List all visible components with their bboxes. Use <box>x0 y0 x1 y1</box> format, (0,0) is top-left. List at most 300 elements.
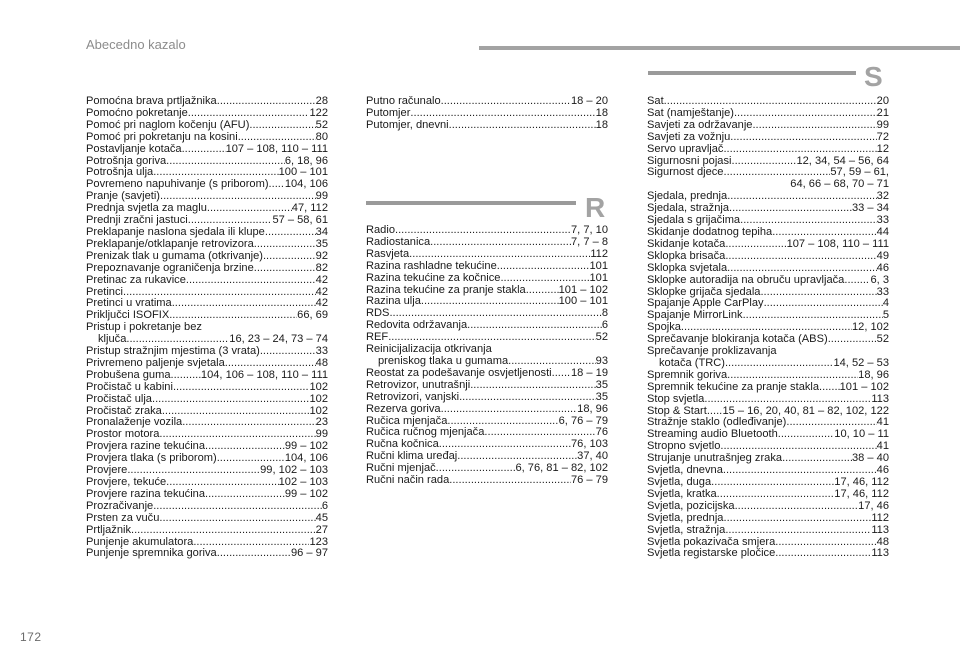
section-letter-r: R <box>585 192 606 223</box>
entry-pages: 42 <box>315 274 328 286</box>
entry-pages: 100 – 101 <box>278 167 328 179</box>
leader-dots <box>782 453 852 465</box>
index-entry <box>647 382 889 394</box>
leader-dots <box>395 225 571 237</box>
entry-pages: 12, 34, 54 – 56, 64 <box>796 155 889 167</box>
leader-dots <box>725 239 786 251</box>
entry-pages: 48 <box>876 536 889 548</box>
leader-dots <box>500 273 589 285</box>
index-entry <box>86 346 328 358</box>
index-entry <box>647 537 889 549</box>
index-entry <box>86 120 328 132</box>
entry-term: Prsten za vuču <box>86 512 160 524</box>
leader-dots <box>844 275 870 287</box>
entry-term: Savjeti za vožnju <box>647 131 731 143</box>
leader-dots <box>459 392 596 404</box>
entry-term: Pretinac za rukavice <box>86 274 186 286</box>
leader-dots <box>725 525 871 537</box>
index-entry-heading: Sprečavanje proklizavanja <box>647 345 777 358</box>
entry-pages: 57 – 58, 61 <box>272 215 328 227</box>
leader-dots <box>552 368 571 380</box>
leader-dots <box>207 203 292 215</box>
entry-term: Punjenje akumulatora <box>86 536 194 548</box>
index-entry <box>366 463 608 475</box>
leader-dots <box>153 501 322 513</box>
leader-dots <box>254 239 316 251</box>
entry-pages: 52 <box>315 119 328 131</box>
index-entry <box>86 548 328 560</box>
leader-dots <box>436 463 516 475</box>
entry-term: Pomoćno pokretanje <box>86 107 188 119</box>
entry-term: Pristup stražnjim mjestima (3 vrata) <box>86 346 260 358</box>
index-entry <box>86 275 328 287</box>
index-entry <box>647 275 889 287</box>
index-entry <box>647 453 889 465</box>
entry-term: Servo upravljač <box>647 143 724 155</box>
leader-dots <box>166 477 278 489</box>
entry-pages: 104, 106 – 108, 110 – 111 <box>200 369 328 381</box>
entry-pages: 107 – 108, 110 – 111 <box>786 238 889 250</box>
entry-pages: 16, 23 – 24, 73 – 74 <box>229 334 328 346</box>
entry-pages: 35 <box>315 238 328 250</box>
entry-pages: 34 <box>315 226 328 238</box>
index-entry <box>366 249 608 261</box>
leader-dots <box>217 453 285 465</box>
entry-pages: 17, 46 <box>858 500 889 512</box>
entry-pages: 6, 76, 81 – 82, 102 <box>515 463 608 475</box>
entry-term: Strujanje unutrašnjeg zraka <box>647 453 783 465</box>
entry-pages: 7, 7 – 8 <box>570 236 608 248</box>
leader-dots <box>153 167 278 179</box>
entry-pages: 33 – 34 <box>851 203 889 215</box>
entry-pages: 93 <box>595 355 608 367</box>
index-entry <box>366 308 608 320</box>
index-entry <box>86 251 328 263</box>
index-entry <box>366 356 608 368</box>
leader-dots <box>760 287 876 299</box>
entry-term: Stropno svjetlo <box>647 441 721 453</box>
leader-dots <box>752 120 876 132</box>
entry-term: Pretinci <box>86 286 123 298</box>
index-entry <box>647 215 889 227</box>
entry-pages: 48 <box>315 357 328 369</box>
index-entry <box>647 120 889 132</box>
entry-term: Sat (namještanje) <box>647 107 734 119</box>
leader-dots <box>743 310 883 322</box>
index-entry <box>647 322 889 334</box>
leader-dots <box>725 358 834 370</box>
leader-dots <box>182 144 226 156</box>
entry-pages: 35 <box>595 379 608 391</box>
entry-pages: 102 <box>309 393 328 405</box>
leader-dots <box>173 382 310 394</box>
entry-pages: 42 <box>315 298 328 310</box>
entry-term: Pranje (savjeti) <box>86 191 160 203</box>
leader-dots <box>778 429 835 441</box>
entry-term: Provjere, tekuće <box>86 477 167 488</box>
entry-pages: 33 <box>876 215 889 227</box>
entry-pages: 99 <box>876 119 889 131</box>
leader-dots <box>269 179 285 191</box>
entry-term: Putomjer <box>366 107 411 119</box>
index-entry <box>86 132 328 144</box>
entry-term: Spojka <box>647 322 681 334</box>
entry-pages: 32 <box>876 191 889 203</box>
entry-term: Razina tekućine za kočnice <box>366 272 501 284</box>
entry-pages: 12, 102 <box>851 322 889 334</box>
entry-term: Probušena guma <box>86 369 171 381</box>
entry-pages: 18, 96 <box>577 403 608 415</box>
entry-term: Streaming audio Bluetooth <box>647 429 778 441</box>
index-entry <box>647 132 889 144</box>
index-entry-heading: Reinicijalizacija otkrivanja <box>366 343 492 356</box>
index-entry <box>647 394 889 406</box>
index-entry <box>647 441 889 453</box>
entry-term: Pročistač u kabini <box>86 381 173 393</box>
leader-dots <box>717 489 835 501</box>
section-title: Abecedno kazalo <box>86 37 186 52</box>
entry-term: Stop svjetla <box>647 393 705 405</box>
entry-pages: 96 – 97 <box>290 548 328 560</box>
index-entry <box>86 453 328 465</box>
entry-term: Svjetla, duga <box>647 477 712 488</box>
leader-dots <box>828 334 877 346</box>
entry-pages: 5 <box>882 310 889 322</box>
index-entry <box>86 537 328 549</box>
entry-pages: 18 – 20 <box>570 96 608 107</box>
entry-term: Sjedala, stražnja <box>647 203 730 215</box>
entry-term: Spremnik tekućine za pranje stakla <box>647 381 820 393</box>
index-entry <box>86 144 328 156</box>
leader-dots <box>732 156 797 168</box>
leader-dots <box>225 358 316 370</box>
leader-dots <box>727 263 876 275</box>
entry-pages: 6, 18, 96 <box>284 155 328 167</box>
entry-term: Prenizak tlak u gumama (otkrivanje) <box>86 250 263 262</box>
entry-pages: 35 <box>595 391 608 403</box>
entry-pages: 4 <box>882 298 889 310</box>
leader-dots <box>217 96 316 108</box>
index-entry <box>86 108 328 120</box>
entry-pages: 52 <box>595 332 608 344</box>
index-column-p <box>86 96 328 560</box>
entry-pages: 99, 102 – 103 <box>260 465 328 477</box>
entry-term: Potrošnja ulja <box>86 167 154 179</box>
leader-dots <box>740 215 877 227</box>
index-entry <box>366 380 608 392</box>
entry-pages: 18 <box>595 107 608 119</box>
index-entry <box>647 108 889 120</box>
index-entry <box>366 225 608 237</box>
entry-term: Prednji zračni jastuci <box>86 215 188 227</box>
entry-term: Priključci ISOFIX <box>86 310 170 322</box>
entry-term: Sprečavanje blokiranja kotača (ABS) <box>647 334 828 346</box>
entry-pages: 101 – 102 <box>558 284 608 296</box>
leader-dots <box>172 298 316 310</box>
index-entry <box>647 239 889 251</box>
leader-dots <box>526 285 559 297</box>
entry-term: Sigurnosni pojasi <box>647 155 732 167</box>
entry-pages: 112 <box>871 512 889 524</box>
entry-term: Radiostanica <box>366 236 431 248</box>
leader-dots <box>470 380 595 392</box>
index-entry <box>86 334 328 346</box>
entry-term: Redovita održavanja <box>366 320 468 332</box>
entry-term: Reostat za podešavanje osvjetljenosti <box>366 367 552 379</box>
entry-pages: 38 – 40 <box>851 453 889 465</box>
leader-dots <box>430 237 571 249</box>
entry-pages: 104, 106 <box>284 453 328 465</box>
entry-pages: 18, 96 <box>858 369 889 381</box>
entry-term: Punjenje spremnika goriva <box>86 548 217 560</box>
entry-pages: 6 <box>601 320 608 332</box>
leader-dots <box>166 156 285 168</box>
index-entry <box>647 203 889 215</box>
leader-dots <box>727 370 858 382</box>
index-column-s <box>647 96 889 560</box>
leader-dots <box>421 296 559 308</box>
index-entry <box>86 191 328 203</box>
index-entry <box>86 477 328 489</box>
entry-term: Ručica mjenjača <box>366 415 448 427</box>
entry-term: Stop & Start <box>647 405 707 417</box>
index-entry <box>647 263 889 275</box>
entry-pages: 8 <box>601 308 608 320</box>
entry-pages: 18 <box>595 119 608 131</box>
entry-term: Svjetla, dnevna <box>647 465 723 477</box>
entry-term: Svjetla, kratka <box>647 488 717 500</box>
index-entry <box>647 406 889 418</box>
leader-dots <box>162 406 310 418</box>
leader-dots <box>152 394 310 406</box>
leader-dots <box>775 548 871 560</box>
entry-term: Preklapanje/otklapanje retrovizora <box>86 238 254 250</box>
leader-dots <box>188 215 273 227</box>
entry-pages: 10, 10 – 11 <box>834 429 889 441</box>
index-entry <box>86 406 328 418</box>
index-entry <box>366 320 608 332</box>
index-entry <box>647 548 889 560</box>
entry-term: Sigurnost djece <box>647 167 724 179</box>
entry-pages: 18 – 19 <box>570 367 608 379</box>
entry-term: Pročistač zraka <box>86 405 162 417</box>
entry-pages: 99 – 102 <box>284 488 328 500</box>
index-entry <box>366 368 608 380</box>
leader-dots <box>238 132 316 144</box>
entry-pages: 46 <box>876 465 889 477</box>
index-column-p-continued <box>366 96 608 132</box>
leader-dots <box>664 96 877 108</box>
entry-term: Rasvjeta <box>366 248 410 260</box>
leader-dots <box>217 548 291 560</box>
entry-term: Pročistač ulja <box>86 393 152 405</box>
index-entry <box>86 441 328 453</box>
entry-pages: 82 <box>315 262 328 274</box>
entry-term: Sjedala s grijačima <box>647 215 741 227</box>
leader-dots <box>819 382 840 394</box>
entry-pages: 99 – 102 <box>284 441 328 453</box>
index-entry <box>86 525 328 537</box>
index-entry <box>647 429 889 441</box>
entry-pages: 41 <box>876 417 889 429</box>
leader-dots <box>193 537 309 549</box>
entry-pages: 113 <box>871 393 889 405</box>
index-entry <box>86 263 328 275</box>
index-entry <box>86 287 328 299</box>
leader-dots <box>409 249 590 261</box>
entry-term: Svjetla pokazivača smjera <box>647 536 776 548</box>
entry-term: Savjeti za održavanje <box>647 119 753 131</box>
index-entry <box>647 191 889 203</box>
entry-pages: 99 <box>315 429 328 441</box>
entry-pages: 80 <box>315 131 328 143</box>
entry-term: Pomoćna brava prtljažnika <box>86 96 217 107</box>
entry-pages: 14, 52 – 53 <box>833 357 889 369</box>
entry-term: Ručni način rada <box>366 475 450 487</box>
leader-dots <box>263 251 316 263</box>
index-entry <box>647 501 889 513</box>
entry-term: Provjera tlaka (s priborom) <box>86 453 217 465</box>
index-entry <box>647 227 889 239</box>
index-entry <box>86 203 328 215</box>
leader-dots <box>723 513 871 525</box>
leader-dots <box>449 120 596 132</box>
leader-dots <box>205 441 285 453</box>
entry-pages: 101 <box>589 272 608 284</box>
index-entry <box>86 489 328 501</box>
entry-term: Pomoć pri naglom kočenju (AFU) <box>86 119 250 131</box>
index-entry <box>366 285 608 297</box>
entry-term: Sklopke grijača sjedala <box>647 286 761 298</box>
entry-pages: 17, 46, 112 <box>834 488 889 500</box>
index-column-r <box>366 225 608 487</box>
entry-term: Prednja svjetla za maglu <box>86 203 207 215</box>
entry-term: Svjetla registarske pločice <box>647 548 776 560</box>
leader-dots <box>171 370 201 382</box>
leader-dots <box>449 475 571 487</box>
index-entry <box>86 96 328 108</box>
leader-dots <box>735 501 859 513</box>
entry-pages: 41 <box>876 441 889 453</box>
index-entry <box>366 475 608 487</box>
entry-term: Ručica ručnog mjenjača <box>366 427 485 439</box>
index-entry <box>86 227 328 239</box>
entry-pages: 28 <box>315 96 328 107</box>
index-entry <box>366 427 608 439</box>
entry-pages: 101 – 102 <box>839 381 889 393</box>
leader-dots <box>786 417 876 429</box>
index-entry <box>366 120 608 132</box>
entry-pages: 20 <box>876 96 889 107</box>
entry-pages: 6, 76 – 79 <box>558 415 608 427</box>
leader-dots <box>681 322 852 334</box>
entry-pages: 102 – 103 <box>278 477 328 488</box>
entry-term: Svjetla, stražnja <box>647 524 726 536</box>
leader-dots <box>126 334 229 346</box>
leader-dots <box>265 227 316 239</box>
leader-dots <box>123 287 316 299</box>
entry-pages: 7, 7, 10 <box>570 225 608 236</box>
entry-term: Pomoć pri pokretanju na kosini <box>86 131 238 143</box>
index-entry <box>86 358 328 370</box>
index-entry <box>366 108 608 120</box>
leader-dots <box>484 427 595 439</box>
section-r-rule <box>366 201 576 205</box>
entry-term: RDS <box>366 308 390 320</box>
entry-term: REF <box>366 332 389 344</box>
entry-pages: 33 <box>315 346 328 358</box>
leader-dots <box>205 489 285 501</box>
index-entry <box>86 382 328 394</box>
entry-pages: 17, 46, 112 <box>834 477 889 488</box>
index-entry <box>366 96 608 108</box>
leader-dots <box>441 404 578 416</box>
index-entry <box>366 273 608 285</box>
index-entry <box>647 370 889 382</box>
leader-dots <box>764 298 883 310</box>
entry-term: Ručni klima uređaj <box>366 451 458 463</box>
entry-pages: 100 – 101 <box>558 296 608 308</box>
leader-dots <box>730 132 876 144</box>
leader-dots <box>711 477 834 489</box>
index-entry <box>366 261 608 273</box>
leader-dots <box>723 465 877 477</box>
leader-dots <box>734 108 877 120</box>
index-entry <box>86 215 328 227</box>
leader-dots <box>497 261 590 273</box>
entry-term: Pronalaženje vozila <box>86 417 183 429</box>
entry-term: Sat <box>647 96 664 107</box>
entry-pages: 45 <box>315 512 328 524</box>
entry-term: Sklopke autoradija na obruču upravljača <box>647 274 845 286</box>
leader-dots <box>410 108 595 120</box>
entry-term: Provjere <box>86 465 128 477</box>
leader-dots <box>159 429 315 441</box>
entry-term: Prepoznavanje ograničenja brzine <box>86 262 254 274</box>
entry-pages: 6, 3 <box>870 274 889 286</box>
entry-term: Prtljažnik <box>86 524 132 536</box>
leader-dots <box>441 96 571 108</box>
entry-term: preniskog tlaka u gumama <box>378 355 509 367</box>
entry-pages: 76, 103 <box>570 439 608 451</box>
entry-pages: 102 <box>309 405 328 417</box>
index-entry <box>366 439 608 451</box>
leader-dots <box>439 439 571 451</box>
index-entry <box>647 525 889 537</box>
entry-pages: 33 <box>876 286 889 298</box>
leader-dots <box>725 251 876 263</box>
index-entry <box>647 310 889 322</box>
entry-pages: 23 <box>315 417 328 429</box>
entry-term: Pretinci u vratima <box>86 298 172 310</box>
entry-pages: 27 <box>315 524 328 536</box>
entry-term: ključa <box>98 334 127 346</box>
entry-term: Sklopka svjetala <box>647 262 728 274</box>
entry-term: Ručna kočnica <box>366 439 439 451</box>
leader-dots <box>186 275 316 287</box>
leader-dots <box>457 451 577 463</box>
entry-term: Svjetla, prednja <box>647 512 724 524</box>
entry-pages: 57, 59 – 61, <box>830 167 889 179</box>
entry-term: Prostor motora <box>86 429 160 441</box>
entry-pages: 46 <box>876 262 889 274</box>
index-entry <box>86 179 328 191</box>
index-entry <box>647 465 889 477</box>
index-entry <box>86 370 328 382</box>
entry-term: Razina ulja <box>366 296 421 308</box>
leader-dots <box>707 406 723 418</box>
index-entry <box>86 167 328 179</box>
